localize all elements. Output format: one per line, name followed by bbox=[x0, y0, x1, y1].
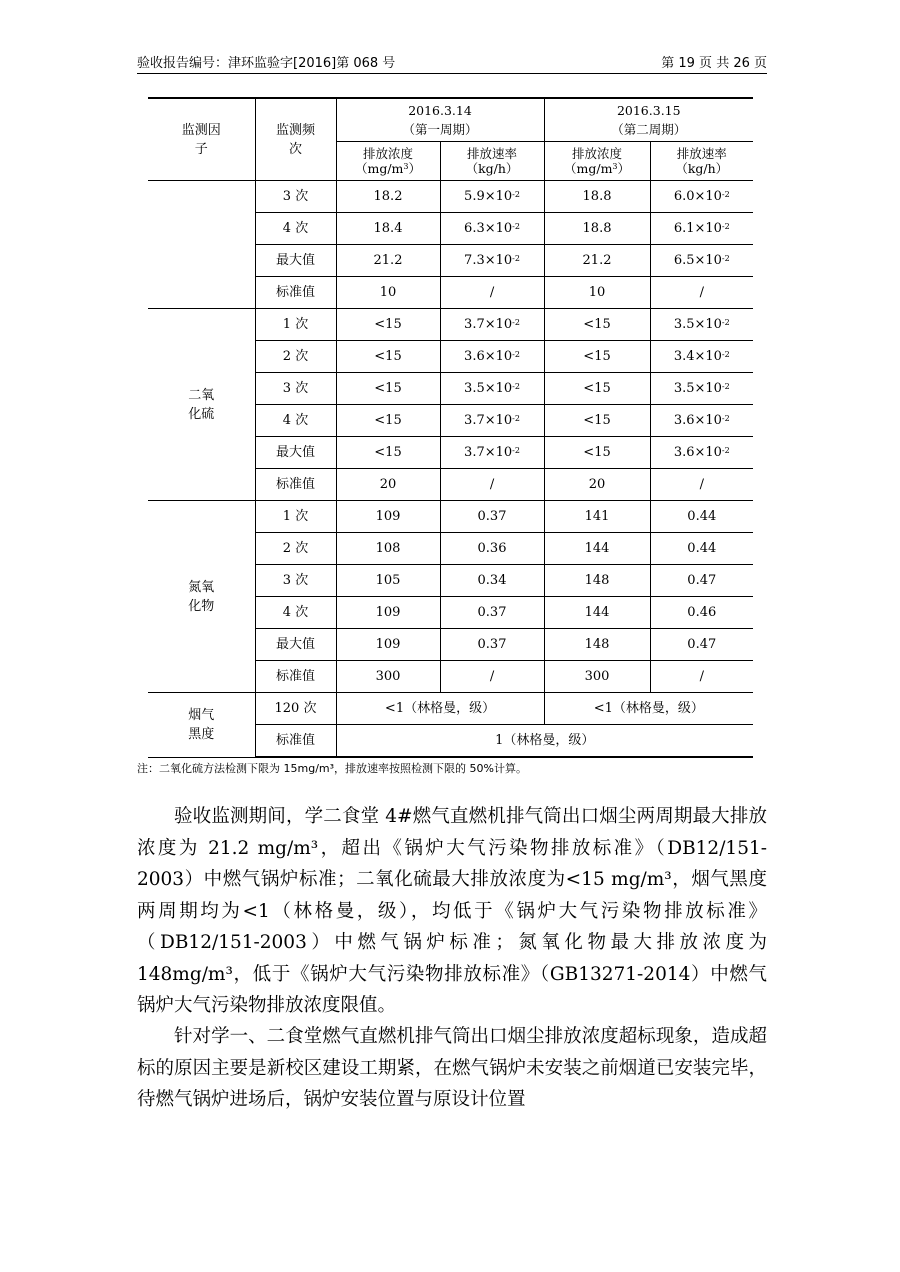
rate-cell: $3.7\times 10^{-2}$ bbox=[440, 309, 544, 341]
freq-cell: 2 次 bbox=[255, 533, 336, 565]
header-divider bbox=[137, 73, 767, 74]
conc-cell: 109 bbox=[336, 629, 440, 661]
rate-cell: 0.47 bbox=[650, 565, 753, 597]
conc-cell: 18.4 bbox=[336, 213, 440, 245]
rate-cell: 0.47 bbox=[650, 629, 753, 661]
sub-conc-2: 排放浓度 $(mg/m^3)$ bbox=[544, 142, 650, 181]
freq-cell: 标准值 bbox=[255, 725, 336, 758]
freq-cell: 3 次 bbox=[255, 181, 336, 213]
factor-cell: 氮氧 化物 bbox=[148, 501, 255, 693]
freq-cell: 标准值 bbox=[255, 661, 336, 693]
conc-cell: 18.2 bbox=[336, 181, 440, 213]
rate-cell: 0.37 bbox=[440, 501, 544, 533]
factor-cell: 烟气 黑度 bbox=[148, 693, 255, 758]
freq-cell: 最大值 bbox=[255, 245, 336, 277]
table-row bbox=[148, 309, 753, 341]
rate-cell: $3.5\times 10^{-2}$ bbox=[650, 373, 753, 405]
rate-cell: $6.5\times 10^{-2}$ bbox=[650, 245, 753, 277]
conc-cell: <15 bbox=[544, 405, 650, 437]
conc-cell: 109 bbox=[336, 597, 440, 629]
conc-cell: 105 bbox=[336, 565, 440, 597]
conc-cell: <15 bbox=[544, 309, 650, 341]
sub-conc-1: 排放浓度 $(mg/m^3)$ bbox=[336, 142, 440, 181]
table-row bbox=[148, 501, 753, 533]
factor-cell bbox=[148, 181, 255, 309]
rate-cell: $3.4\times 10^{-2}$ bbox=[650, 341, 753, 373]
conc-cell: 300 bbox=[544, 661, 650, 693]
conc-cell: 21.2 bbox=[336, 245, 440, 277]
freq-cell: 最大值 bbox=[255, 437, 336, 469]
freq-cell: 4 次 bbox=[255, 597, 336, 629]
rate-cell: $6.1\times 10^{-2}$ bbox=[650, 213, 753, 245]
conc-cell: 148 bbox=[544, 629, 650, 661]
conc-cell: 21.2 bbox=[544, 245, 650, 277]
rate-cell: 0.34 bbox=[440, 565, 544, 597]
conc-cell: 20 bbox=[544, 469, 650, 501]
conc-cell: <15 bbox=[544, 373, 650, 405]
conc-cell: <15 bbox=[544, 341, 650, 373]
blackness-standard: 1（林格曼，级） bbox=[336, 725, 753, 758]
freq-cell: 标准值 bbox=[255, 277, 336, 309]
freq-cell: 120 次 bbox=[255, 693, 336, 725]
rate-cell: 0.44 bbox=[650, 533, 753, 565]
freq-cell: 4 次 bbox=[255, 405, 336, 437]
rate-cell: / bbox=[440, 469, 544, 501]
conc-cell: 144 bbox=[544, 533, 650, 565]
freq-cell: 4 次 bbox=[255, 213, 336, 245]
rate-cell: $3.6\times 10^{-2}$ bbox=[650, 405, 753, 437]
monitoring-table bbox=[148, 97, 753, 758]
paragraph-1: 验收监测期间，学二食堂 4#燃气直燃机排气筒出口烟尘两周期最大排放浓度为 21.2 mg/m³，超出《锅炉大气污染物排放标准》（DB12/151-2003）中燃气锅炉标准；二氧化硫最大排放浓度为<15 mg/m³，烟气黑度两周期均为<1（林格曼，级），均低于《锅炉大气污染物排放标准》（DB12/151-2003）中燃气锅炉标准；氮氧化物最大排放浓度为 148mg/m³，低于《锅炉大气污染物排放标准》（GB13271-2014）中燃气锅炉大气污染物排放浓度限值。 bbox=[137, 806, 767, 1016]
rate-cell: 0.37 bbox=[440, 597, 544, 629]
rate-cell: / bbox=[650, 661, 753, 693]
freq-cell: 3 次 bbox=[255, 565, 336, 597]
period-2-name: （第二周期） bbox=[611, 122, 687, 137]
rate-cell: / bbox=[440, 661, 544, 693]
freq-cell: 最大值 bbox=[255, 629, 336, 661]
freq-cell: 1 次 bbox=[255, 309, 336, 341]
freq-cell: 1 次 bbox=[255, 501, 336, 533]
rate-cell: 0.37 bbox=[440, 629, 544, 661]
rate-cell: $3.6\times 10^{-2}$ bbox=[440, 341, 544, 373]
conc-cell: <15 bbox=[336, 437, 440, 469]
conc-cell: <15 bbox=[336, 373, 440, 405]
conc-cell: <15 bbox=[336, 405, 440, 437]
sub-rate-1: 排放速率 （kg/h） bbox=[440, 142, 544, 181]
conc-cell: 10 bbox=[336, 277, 440, 309]
period-2-date: 2016.3.15 bbox=[616, 103, 681, 118]
table-row bbox=[148, 693, 753, 725]
rate-cell: 0.36 bbox=[440, 533, 544, 565]
conc-cell: 18.8 bbox=[544, 213, 650, 245]
rate-cell: $3.5\times 10^{-2}$ bbox=[440, 373, 544, 405]
rate-cell: / bbox=[650, 469, 753, 501]
conc-cell: 109 bbox=[336, 501, 440, 533]
rate-cell: $7.3\times 10^{-2}$ bbox=[440, 245, 544, 277]
rate-cell: $5.9\times 10^{-2}$ bbox=[440, 181, 544, 213]
conc-cell: 10 bbox=[544, 277, 650, 309]
page-info: 第 19 页 共 26 页 bbox=[661, 56, 767, 71]
rate-cell: 0.46 bbox=[650, 597, 753, 629]
header-factor bbox=[148, 98, 255, 181]
rate-cell: / bbox=[650, 277, 753, 309]
conc-cell: 300 bbox=[336, 661, 440, 693]
rate-cell: $3.5\times 10^{-2}$ bbox=[650, 309, 753, 341]
report-number: 验收报告编号：津环监验字[2016]第 068 号 bbox=[137, 56, 396, 71]
blackness-period-2: <1（林格曼，级） bbox=[544, 693, 753, 725]
rate-cell: $6.0\times 10^{-2}$ bbox=[650, 181, 753, 213]
freq-cell: 2 次 bbox=[255, 341, 336, 373]
rate-cell: 0.44 bbox=[650, 501, 753, 533]
factor-cell: 二氧 化硫 bbox=[148, 309, 255, 501]
paragraph-2: 针对学一、二食堂燃气直燃机排气筒出口烟尘排放浓度超标现象，造成超标的原因主要是新校区建设工期紧，在燃气锅炉未安装之前烟道已安装完毕，待燃气锅炉进场后，锅炉安装位置与原设计位置 bbox=[137, 1026, 767, 1110]
conc-cell: 148 bbox=[544, 565, 650, 597]
sub-rate-2: 排放速率 （kg/h） bbox=[650, 142, 753, 181]
rate-cell: / bbox=[440, 277, 544, 309]
freq-cell: 3 次 bbox=[255, 373, 336, 405]
rate-cell: $3.6\times 10^{-2}$ bbox=[650, 437, 753, 469]
rate-cell: $3.7\times 10^{-2}$ bbox=[440, 437, 544, 469]
period-1-date: 2016.3.14 bbox=[408, 103, 472, 118]
conc-cell: 20 bbox=[336, 469, 440, 501]
col-factor-label: 监测因子 bbox=[181, 122, 221, 157]
freq-cell: 标准值 bbox=[255, 469, 336, 501]
period-1-name: （第一周期） bbox=[402, 122, 478, 137]
rate-cell: $6.3\times 10^{-2}$ bbox=[440, 213, 544, 245]
header-period-1 bbox=[336, 98, 544, 142]
table-row bbox=[148, 181, 753, 213]
conc-cell: 18.8 bbox=[544, 181, 650, 213]
conc-cell: <15 bbox=[336, 341, 440, 373]
col-freq-label: 监测频次 bbox=[275, 122, 315, 157]
blackness-period-1: <1（林格曼，级） bbox=[336, 693, 544, 725]
table-note: 注：二氧化硫方法检测下限为 15mg/m³，排放速率按照检测下限的 50%计算。 bbox=[137, 762, 527, 775]
conc-cell: 108 bbox=[336, 533, 440, 565]
conc-cell: 141 bbox=[544, 501, 650, 533]
conc-cell: <15 bbox=[336, 309, 440, 341]
conc-cell: <15 bbox=[544, 437, 650, 469]
header-freq bbox=[255, 98, 336, 181]
header-period-2 bbox=[544, 98, 753, 142]
conc-cell: 144 bbox=[544, 597, 650, 629]
rate-cell: $3.7\times 10^{-2}$ bbox=[440, 405, 544, 437]
